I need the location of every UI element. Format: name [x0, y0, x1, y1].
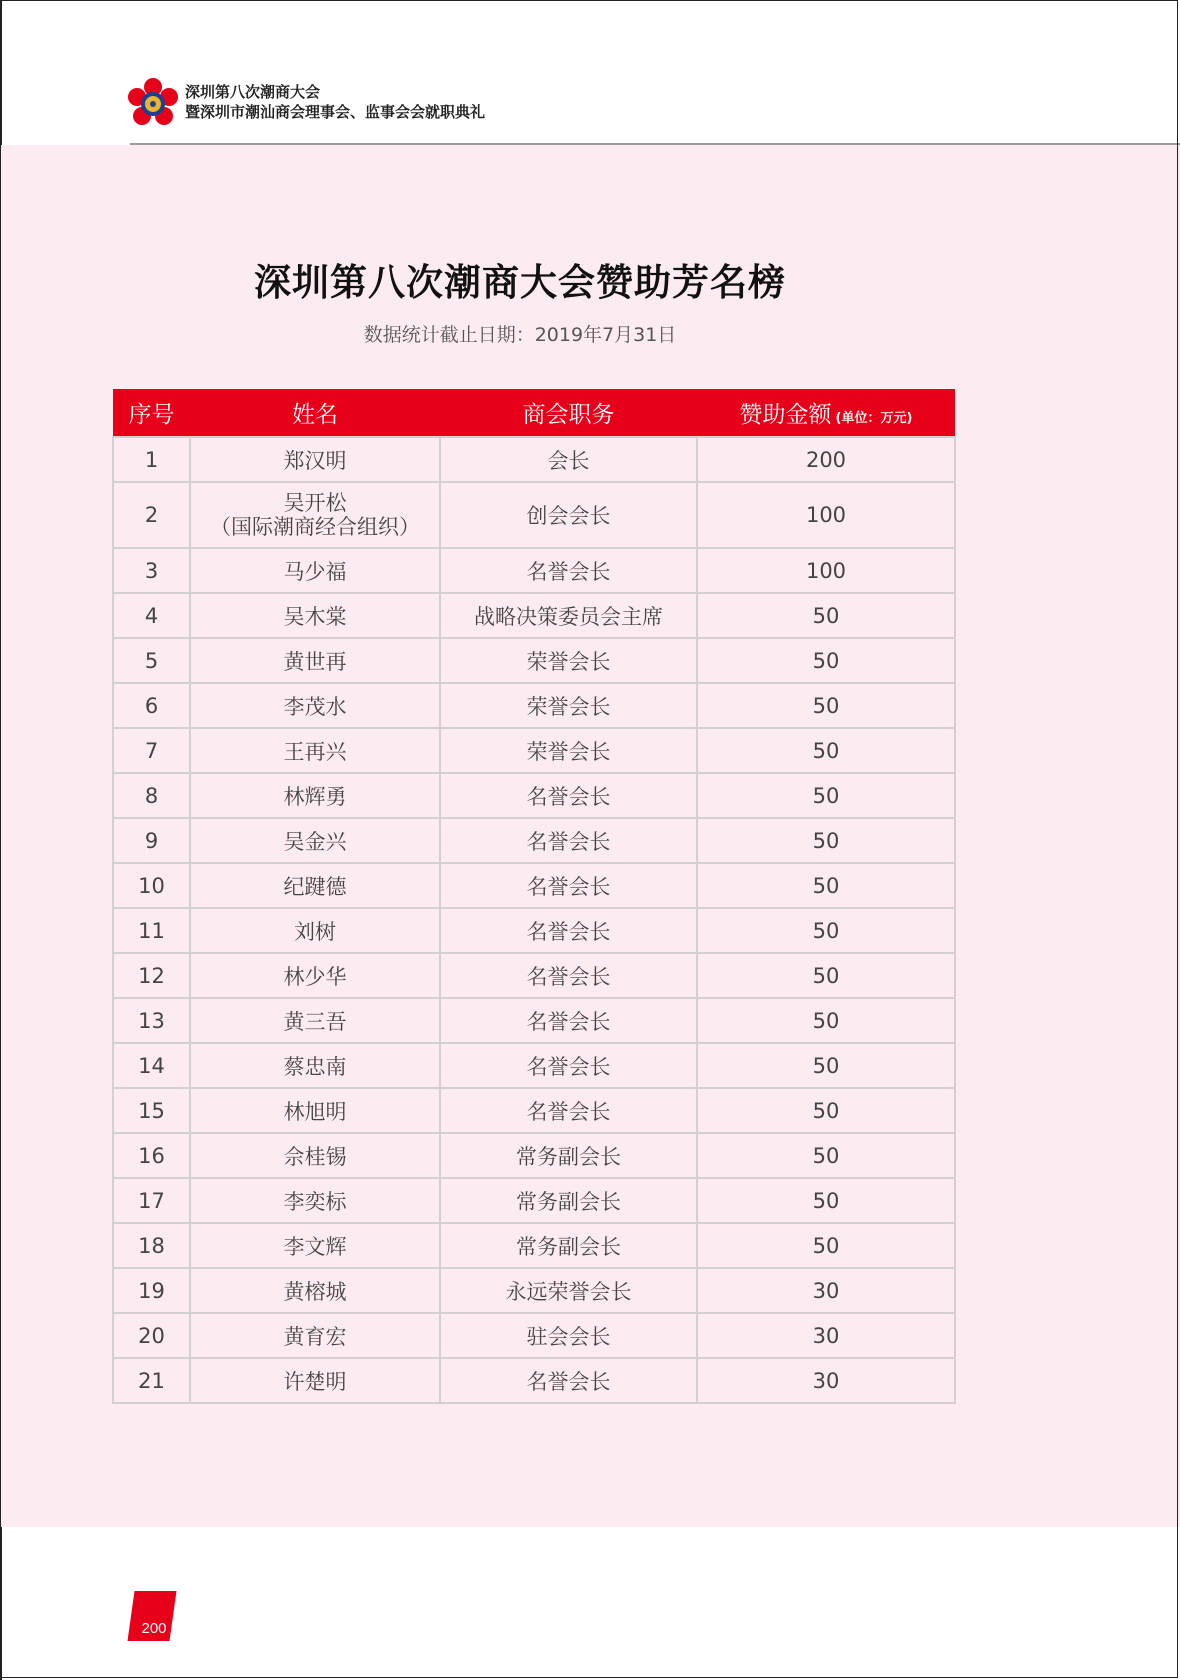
header-name: 姓名 — [190, 389, 440, 437]
cell-amount: 50 — [697, 818, 955, 863]
table-header-row — [113, 389, 955, 437]
table-row — [113, 1313, 955, 1358]
cell-name: 黄世再 — [190, 638, 440, 683]
cell-name: 林旭明 — [190, 1088, 440, 1133]
cell-amount: 30 — [697, 1313, 955, 1358]
header-title-line1: 深圳第八次潮商大会 — [185, 83, 321, 101]
table-row — [113, 638, 955, 683]
cell-index: 18 — [113, 1223, 190, 1268]
sponsor-table — [112, 389, 956, 1404]
cell-amount: 100 — [697, 482, 955, 548]
table-row — [113, 818, 955, 863]
table-row — [113, 593, 955, 638]
cell-amount: 200 — [697, 437, 955, 482]
header-title-line2: 暨深圳市潮汕商会理事会、监事会会就职典礼 — [185, 103, 486, 121]
table-row — [113, 683, 955, 728]
header-amount — [697, 389, 955, 437]
cell-position: 荣誉会长 — [440, 638, 697, 683]
cell-position: 名誉会长 — [440, 1358, 697, 1403]
table-row — [113, 1223, 955, 1268]
cell-name: 王再兴 — [190, 728, 440, 773]
cell-position: 会长 — [440, 437, 697, 482]
cell-position: 名誉会长 — [440, 1088, 697, 1133]
cell-amount: 50 — [697, 1043, 955, 1088]
table-row — [113, 1178, 955, 1223]
table-row — [113, 1133, 955, 1178]
cell-name: 李文辉 — [190, 1223, 440, 1268]
table-body — [113, 437, 955, 1403]
table-row — [113, 773, 955, 818]
cell-amount: 50 — [697, 728, 955, 773]
cell-index: 7 — [113, 728, 190, 773]
cell-name: 黄三吾 — [190, 998, 440, 1043]
cell-position: 驻会会长 — [440, 1313, 697, 1358]
cell-position: 名誉会长 — [440, 908, 697, 953]
table-row — [113, 863, 955, 908]
cell-name: 林辉勇 — [190, 773, 440, 818]
cell-name: 郑汉明 — [190, 437, 440, 482]
table-row — [113, 437, 955, 482]
cell-amount: 50 — [697, 908, 955, 953]
cell-position: 常务副会长 — [440, 1223, 697, 1268]
cell-amount: 100 — [697, 548, 955, 593]
table-row — [113, 998, 955, 1043]
cell-position: 名誉会长 — [440, 818, 697, 863]
cell-amount: 50 — [697, 1178, 955, 1223]
cell-index: 1 — [113, 437, 190, 482]
cell-name — [190, 482, 440, 548]
cell-name: 李奕标 — [190, 1178, 440, 1223]
cell-index: 13 — [113, 998, 190, 1043]
cell-name: 许楚明 — [190, 1358, 440, 1403]
cell-position: 名誉会长 — [440, 1043, 697, 1088]
table-row — [113, 728, 955, 773]
cell-amount: 50 — [697, 1088, 955, 1133]
sponsor-table-container — [112, 389, 954, 1404]
cell-name: 李茂水 — [190, 683, 440, 728]
cell-position: 名誉会长 — [440, 773, 697, 818]
table-row — [113, 482, 955, 548]
cell-name-main: 吴开松 — [283, 491, 347, 515]
cell-amount: 50 — [697, 998, 955, 1043]
cell-name: 刘树 — [190, 908, 440, 953]
cell-index: 15 — [113, 1088, 190, 1133]
cell-amount: 50 — [697, 1223, 955, 1268]
cell-position: 常务副会长 — [440, 1133, 697, 1178]
cell-name: 吴金兴 — [190, 818, 440, 863]
cell-position: 荣誉会长 — [440, 728, 697, 773]
cell-name: 纪踺德 — [190, 863, 440, 908]
table-row — [113, 953, 955, 998]
cell-position: 名誉会长 — [440, 998, 697, 1043]
table-row — [113, 1088, 955, 1133]
cell-index: 8 — [113, 773, 190, 818]
cell-position: 创会会长 — [440, 482, 697, 548]
cell-position: 名誉会长 — [440, 863, 697, 908]
cell-index: 21 — [113, 1358, 190, 1403]
header-amount-label: 赞助金额 — [739, 402, 832, 428]
cell-index: 12 — [113, 953, 190, 998]
cell-amount: 50 — [697, 953, 955, 998]
table-row — [113, 1268, 955, 1313]
cell-name: 黄榕城 — [190, 1268, 440, 1313]
cell-position: 战略决策委员会主席 — [440, 593, 697, 638]
cell-index: 17 — [113, 1178, 190, 1223]
cell-name-organization: （国际潮商经合组织） — [210, 515, 420, 539]
cell-position: 荣誉会长 — [440, 683, 697, 728]
cell-position: 永远荣誉会长 — [440, 1268, 697, 1313]
header-amount-unit: (单位：万元) — [835, 411, 913, 426]
cell-index: 19 — [113, 1268, 190, 1313]
cell-index: 6 — [113, 683, 190, 728]
cell-amount: 50 — [697, 593, 955, 638]
cell-index: 10 — [113, 863, 190, 908]
cell-name: 林少华 — [190, 953, 440, 998]
cell-index: 9 — [113, 818, 190, 863]
cell-amount: 50 — [697, 638, 955, 683]
cell-index: 3 — [113, 548, 190, 593]
cell-amount: 50 — [697, 773, 955, 818]
flower-logo-icon — [127, 78, 179, 130]
cell-position: 常务副会长 — [440, 1178, 697, 1223]
cell-amount: 30 — [697, 1268, 955, 1313]
table-row — [113, 908, 955, 953]
cell-name: 马少福 — [190, 548, 440, 593]
table-row — [113, 548, 955, 593]
cell-index: 11 — [113, 908, 190, 953]
table-row — [113, 1043, 955, 1088]
page-title: 深圳第八次潮商大会赞助芳名榜 — [254, 261, 786, 304]
cell-position: 名誉会长 — [440, 953, 697, 998]
cell-index: 20 — [113, 1313, 190, 1358]
cell-position: 名誉会长 — [440, 548, 697, 593]
cell-index: 2 — [113, 482, 190, 548]
cell-name: 佘桂锡 — [190, 1133, 440, 1178]
cell-amount: 30 — [697, 1358, 955, 1403]
table-row — [113, 1358, 955, 1403]
cell-index: 14 — [113, 1043, 190, 1088]
cell-name: 蔡忠南 — [190, 1043, 440, 1088]
page-subtitle: 数据统计截止日期：2019年7月31日 — [363, 324, 677, 346]
header-index: 序号 — [113, 389, 190, 437]
cell-amount: 50 — [697, 863, 955, 908]
cell-amount: 50 — [697, 1133, 955, 1178]
cell-index: 5 — [113, 638, 190, 683]
page-number: 200 — [141, 1620, 167, 1637]
cell-amount: 50 — [697, 683, 955, 728]
cell-index: 16 — [113, 1133, 190, 1178]
cell-name: 吴木棠 — [190, 593, 440, 638]
cell-index: 4 — [113, 593, 190, 638]
header-position: 商会职务 — [440, 389, 697, 437]
cell-name: 黄育宏 — [190, 1313, 440, 1358]
